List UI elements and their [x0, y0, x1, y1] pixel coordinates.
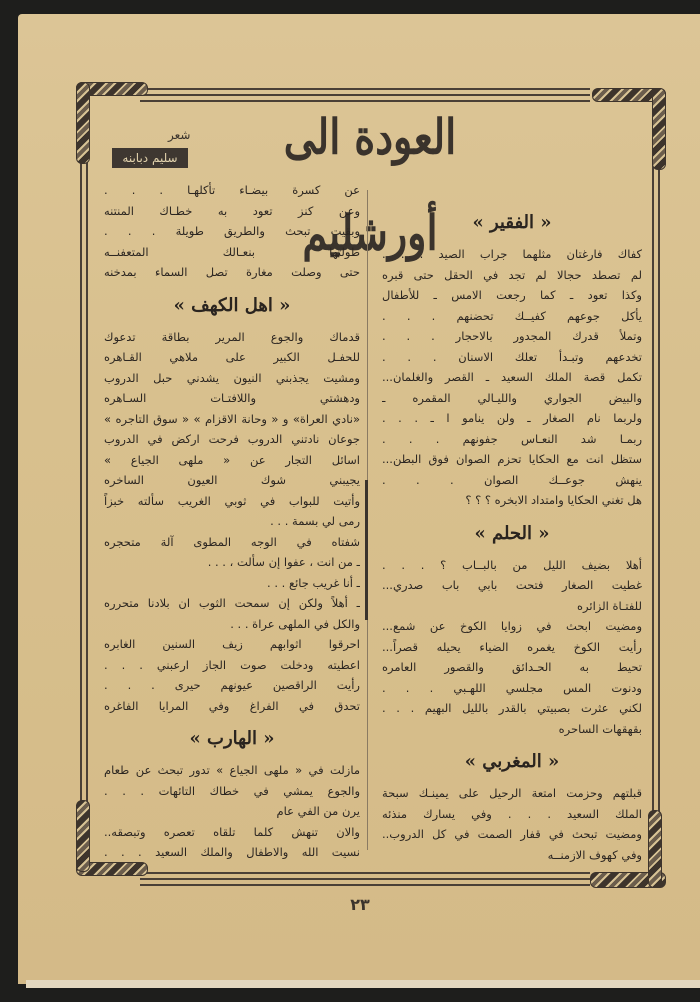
verse-line: والبيض الجواري والليـالي المقمره ـ: [382, 390, 642, 405]
verse-line: ومشيت يجذبني النيون يشدني حبل الدروب: [104, 370, 360, 385]
section-heading: « اهل الكهف »: [173, 294, 291, 316]
verse-line: ستظل انت مع الحكايا تحزم الصوان فوق البطن...: [382, 452, 642, 466]
verse-line: كفاك فارغتان مثلهما جراب الصيد . . .: [382, 247, 642, 261]
verse-line: رأيت الكوخ يغمره الضياء يحيله قصراً...: [382, 639, 642, 654]
verse-line: تكمل قصة الملك السعيد ـ القصر والغلمان...: [382, 370, 642, 384]
verse-line: قبلتهم وحزمت امتعة الرحيل على يمينـك سبحة: [382, 786, 642, 800]
section-heading: « الحلم »: [474, 522, 550, 544]
verse-line: للحفـل الكبير على ملاهي القـاهره: [104, 350, 360, 364]
verse-line: جوعان نادتني الدروب فرحت اركض في الدروب: [104, 432, 360, 446]
verse-line: غطيت الصغار فتحت بابي باب صدري...: [382, 578, 642, 592]
section-heading: « الهارب »: [189, 728, 275, 749]
verse-line: ـ من انت ، عفوا إن سألت ، . . .: [207, 555, 360, 569]
verse-line: تخدعهم وتبـدأ تعلك الاسنان . . .: [382, 349, 642, 364]
verse-line: أهلا بضيف الليل من بالبــاب ؟ . . .: [382, 557, 642, 572]
verse-line: ودنوت المس مجلسي اللهـبي . . .: [382, 680, 642, 695]
verse-line: شفتاه في الوجه المطوى آلة متحجره: [104, 534, 360, 549]
verse-line: والان تنهش كلما تلقاه تعصره وتبصقه..: [104, 824, 360, 839]
verse-line: بقهقهات الساحره: [558, 721, 642, 736]
poem-label: شعر: [168, 128, 191, 142]
frame-right-rule: [652, 160, 654, 820]
rope-ornament-icon: [76, 82, 90, 164]
verse-line: احرقوا اثوابهم زيف السنين الغابره: [104, 637, 360, 651]
section-continuation: [104, 180, 360, 283]
verse-line: طولتها بنعـالك المتعفنــه: [104, 244, 360, 259]
verse-line: يرن من الفي عام: [276, 804, 360, 818]
right-column: [382, 200, 642, 865]
verse-line: هل تغني الحكايا وامتداد الابخره ؟ ؟ ؟: [465, 493, 642, 507]
frame-bottom-rule: [140, 872, 590, 874]
verse-line: والجوع يمشي في خطاك التائهات . . .: [104, 783, 360, 798]
verse-line: وكذا تعود ـ كما رجعت الامس ـ للأطفال: [382, 288, 642, 302]
verse-line: يأكل جوعهم كفيــك تحضنهم . . .: [382, 308, 642, 323]
frame-bottom-rule: [140, 878, 590, 880]
page-number: ٢٣: [350, 895, 370, 914]
verse-line: وتملأ قدرك المجدور بالاحجار . . .: [382, 329, 642, 343]
verse-line: حتى وصلت مغارة تصل السماء بمدخنه: [104, 265, 360, 279]
verse-line: نسيت الله والاطفال والملك السعيد . . .: [104, 845, 360, 859]
frame-left-rule: [86, 160, 88, 820]
rope-ornament-icon: [648, 810, 662, 888]
verse-line: ينهش جوعــك الصوان . . .: [382, 472, 642, 487]
frame-right-rule: [658, 160, 660, 820]
verse-line: عن كسرة بيضـاء تأكلهـا . . .: [104, 183, 360, 197]
verse-line: ومضيت ابحث في زوايا الكوخ عن شمع...: [382, 619, 642, 633]
section-al-maghribi: [382, 747, 642, 865]
verse-line: للفتـاة الزائره: [577, 598, 642, 613]
verse-line: مازلت في « ملهى الجياع » تدور تبحث عن طعام: [104, 763, 360, 777]
verse-line: يجيبني شوك العيون الساخره: [104, 473, 360, 487]
rope-ornament-icon: [652, 88, 666, 170]
verse-line: تحدق في الفراغ وفي المرايا الفاغره: [104, 698, 360, 713]
verse-line: تحيط به الحـدائق والقصور العامره: [382, 660, 642, 674]
verse-line: وفي كهوف الازمنــه: [547, 847, 642, 862]
verse-line: وبقيت تبحث والطريق طويلة . . .: [104, 224, 360, 238]
verse-line: وعن كنز تعود به خطـاك المنتنه: [104, 203, 360, 218]
verse-line: رمى لي بسمة . . .: [270, 514, 360, 528]
verse-line: اسائل التجار عن « ملهى الجياع »: [104, 452, 360, 467]
author-name: سليم دبابنه: [112, 148, 188, 168]
verse-line: اعطيته ودخلت صوت الجاز ارعبني . . .: [104, 657, 360, 672]
poem-title: العودة الى أورشليم: [283, 109, 457, 262]
verse-line: الملك السعيد . . . وفي يسارك منذئه: [382, 806, 642, 821]
section-al-harib: [104, 724, 360, 863]
section-al-faqir: [382, 208, 642, 511]
verse-line: ومضيت تبحث في قفار الصمت في كل الدروب..: [382, 827, 642, 841]
verse-line: ربمـا شد النعـاس جفونهم . . .: [382, 431, 642, 446]
verse-line: وأتيت للبواب في ثوبي الغريب سألته خبزاً: [104, 493, 360, 508]
verse-line: ـ أهلاً ولكن إن سمحت الثوب ان بلادنا متحرره: [104, 596, 360, 610]
verse-line: «نادي العراة» و « وحانة الاقزام » « سوق التاجره »: [104, 411, 360, 426]
frame-bottom-rule: [140, 884, 590, 886]
section-heading: « الفقير »: [472, 212, 552, 233]
verse-line: لم تصطد حجالا لم تجد في الحقل حتى قبره: [382, 267, 642, 282]
section-ahl-al-kahf: [104, 291, 360, 717]
verse-line: رأيت الراقصين عيونهم حيرى . . .: [104, 678, 360, 692]
verse-line: قدماك والجوع المرير بطاقة تدعوك: [104, 329, 360, 344]
verse-line: ولربما نام الصغار ـ ولن ينامو ا ـ . . .: [382, 411, 642, 425]
page-edge: [26, 980, 700, 988]
column-divider-accent: [365, 480, 368, 620]
verse-line: ـ أنا غريب جائع . . .: [267, 575, 360, 590]
section-heading: « المغربي »: [464, 751, 560, 772]
verse-line: والكل في الملهى عراة . . .: [230, 616, 360, 631]
section-al-hulm: [382, 519, 642, 740]
left-column: [104, 180, 360, 863]
rope-ornament-icon: [76, 800, 90, 872]
frame-left-rule: [80, 160, 82, 820]
verse-line: لكني عثرت بصبيتي بالقدر بالليل البهيم . . .: [382, 701, 642, 715]
verse-line: ودهشتي واللافتـات السـاهره: [104, 391, 360, 405]
